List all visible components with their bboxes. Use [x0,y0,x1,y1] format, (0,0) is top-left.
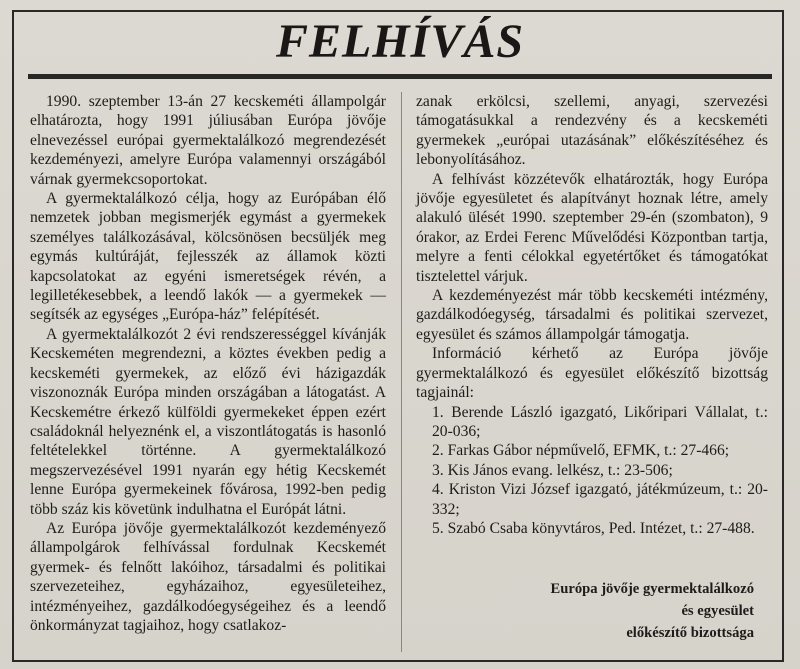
contact-item: 3. Kis János evang. lelkész, t.: 23-506; [432,461,673,479]
signature-line: előkészítő bizottsága [626,625,754,641]
right-column [416,92,768,538]
signature-line: Európa jövője gyermektalálkozó [550,581,754,597]
paragraph: zanak erkölcsi, szellemi, anyagi, szervezési támogatásukkal a rendezvény és a kecskeméti gyermekek „európai utazásának” előkészítéséhez és lebonyolításához. [416,93,768,169]
paragraph: A felhívást közzétevők elhatározták, hogy Európa jövője egyesületet és alapítványt hoznak létre, amely alakuló ülését 1990. szeptember 29-én (szombaton), 9 órakor, az Erdei Ferenc Művelődési Központban tartja, melyre a fenti célokkal egyetértőket és támogatókat tisztelettel várjuk. [416,170,768,285]
article-title: FELHÍVÁS [275,15,525,68]
signature-block [551,578,754,644]
left-column [30,92,386,635]
paragraph: A kezdeményezést már több kecskeméti intézmény, gazdálkodóegység, társadalmi és politikai szervezet, egyesület és számos állampolgár támogatja. [416,287,768,343]
contact-item: 5. Szabó Csaba könyvtáros, Ped. Intézet, t.: 27-488. [432,519,755,537]
paragraph: Információ kérhető az Európa jövője gyermektalálkozó és egyesület előkészítő bizottság tagjainál: [416,345,768,402]
paragraph: A gyermektalálkozót 2 évi rendszerességgel kívánják Kecskeméten megrendezni, a köztes években pedig a kecskeméti gyermekek, az előző évi házigazdák viszonoznák Európa minden országában a látogatást. A Kecskemétre érkező külföldi gyermekeket éppen ezért családoknál helyeznénk el, a viszontlátogatás is hasonló feltételekkel történne. A gyermektalálkozó megszervezésével 1991 nyarán egy hétig Kecskemét lenne Európa gyermekeinek fővárosa, 1992-ben pedig több száz kis követünk indulhatna el Európát látni. [30,325,386,518]
contact-item: 4. Kriston Vizi József igazgató, játékmúzeum, t.: 20-332; [432,481,768,518]
contact-item: 1. Berende László igazgató, Likőripari Vállalat, t.: 20-036; [432,403,768,440]
paragraph: 1990. szeptember 13-án 27 kecskeméti állampolgár elhatározta, hogy 1991 júliusában Európa jövője elnevezéssel európai gyermektalálkozó megrendezését kezdeményezi, amelyre Európa valamennyi országából várnak gyermekcsoportokat. [30,93,386,188]
contact-item: 2. Farkas Gábor népművelő, EFMK, t.: 27-466; [432,442,730,460]
paragraph: A gyermektalálkozó célja, hogy az Európában élő nemzetek jobban megismerjék egymást a gyermekek személyes találkozásával, kölcsönösen becsüljék meg egymás kultúráját, fejlesszék az államok közti kapcsolatokat az egyéni ismeretségek révén, a legilletékesebbek, a leendő lakók — a gyermekek — segítsék az egységes „Európa-ház” felépítését. [30,190,386,324]
title-rule [28,74,772,79]
contact-list [416,403,768,539]
signature-line: és egyesület [681,603,754,619]
column-divider [401,92,402,652]
paragraph: Az Európa jövője gyermektalálkozót kezdeményező állampolgárok felhívással fordulnak Kecskemét gyermek- és felnőtt lakóihoz, társadalmi és politikai szervezeteihez, egyházaihoz, egyesületeihez, intézményeihez, gazdálkodóegységeihez és a leendő önkormányzat tagjaihoz, hogy csatlakoz- [30,519,386,634]
